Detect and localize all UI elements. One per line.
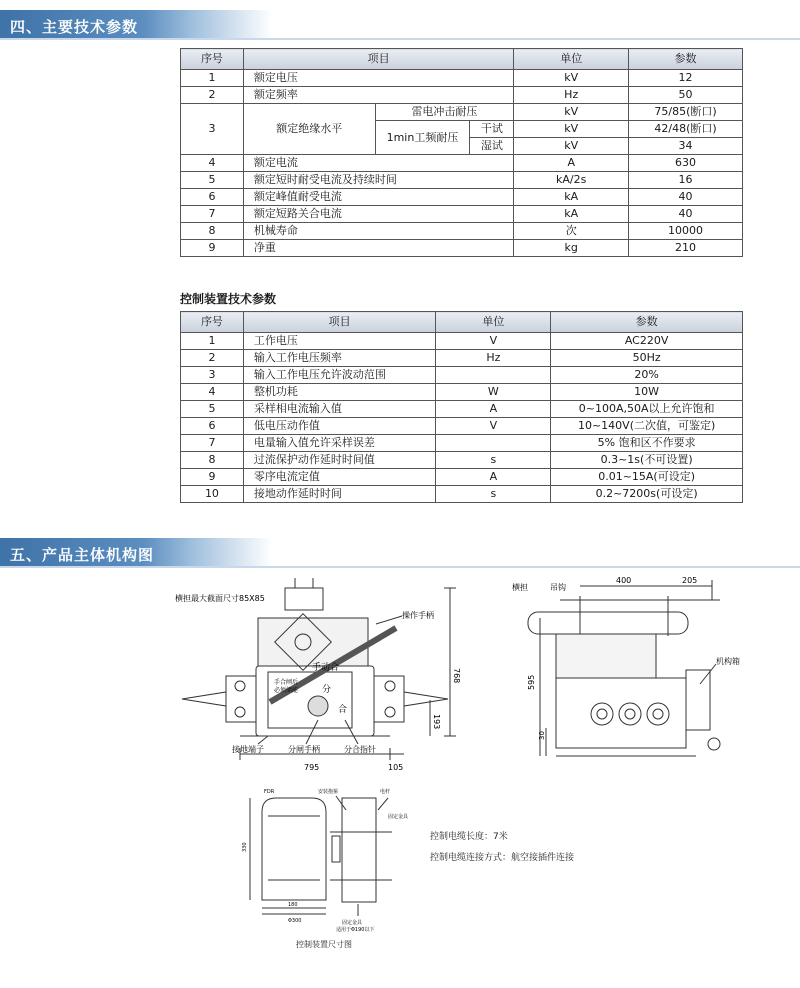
cell-subitem: 干试: [470, 121, 514, 138]
cell-no: 3: [181, 367, 244, 384]
cell-item: 整机功耗: [243, 384, 436, 401]
cell-item: 额定频率: [243, 87, 513, 104]
cell-unit: Hz: [514, 87, 629, 104]
warning-text-1: 手合闸后: [274, 679, 299, 686]
cell-unit: A: [436, 401, 551, 418]
offset-dimension: 105: [388, 763, 404, 772]
cell-value: AC220V: [551, 333, 743, 350]
cell-no: 5: [181, 172, 244, 189]
height-dimension: 768: [452, 668, 461, 684]
cell-value: 10000: [629, 223, 743, 240]
dim-400: 400: [616, 576, 632, 585]
cell-unit: s: [436, 486, 551, 503]
cell-unit: s: [436, 452, 551, 469]
fixing-note: 适用于Φ190以下: [336, 927, 375, 933]
open-mark: 分: [322, 685, 332, 695]
dim-595: 595: [527, 674, 536, 690]
cell-no: 1: [181, 70, 244, 87]
cell-value: 40: [629, 206, 743, 223]
height-330: 330: [242, 842, 248, 852]
dim-205: 205: [682, 576, 698, 585]
cell-value: 10~140V(二次值，可鉴定): [551, 418, 743, 435]
section5-title: 五、产品主体机构图: [10, 546, 155, 564]
cell-no: 8: [181, 223, 244, 240]
fixing-label: 固定金具: [342, 920, 363, 926]
control-table-title: 控制装置技术参数: [180, 292, 277, 306]
cell-value: 0.2~7200s(可设定): [551, 486, 743, 503]
cell-value: 75/85(断口): [629, 104, 743, 121]
cell-no: 9: [181, 240, 244, 257]
cell-value: 20%: [551, 367, 743, 384]
cell-unit: kg: [514, 240, 629, 257]
crossarm-size-label: 横担最大截面尺寸85X85: [175, 594, 265, 603]
cell-unit: kV: [514, 70, 629, 87]
indicator-label: 分合指针: [344, 745, 376, 754]
cell-no: 6: [181, 418, 244, 435]
cell-subitem: 雷电冲击耐压: [375, 104, 514, 121]
cell-item: 电量输入值允许采样误差: [243, 435, 436, 452]
cell-item: 额定短路关合电流: [243, 206, 513, 223]
cell-no: 10: [181, 486, 244, 503]
cell-no: 6: [181, 189, 244, 206]
cell-item: 接地动作延时时间: [243, 486, 436, 503]
header-no: 序号: [181, 312, 244, 333]
cell-value: 16: [629, 172, 743, 189]
cell-value: 50: [629, 87, 743, 104]
cell-value: 630: [629, 155, 743, 172]
cell-item: 工作电压: [243, 333, 436, 350]
cell-value: 34: [629, 138, 743, 155]
cell-subitem: 湿试: [470, 138, 514, 155]
cable-connection-note: 控制电缆连接方式：航空接插件连接: [430, 853, 575, 863]
cell-unit: W: [436, 384, 551, 401]
cell-value: 12: [629, 70, 743, 87]
cell-item: 额定电流: [243, 155, 513, 172]
cell-unit: kV: [514, 121, 629, 138]
open-handle-label: 分闸手柄: [288, 745, 320, 754]
cell-item: 输入工作电压频率: [243, 350, 436, 367]
bracket-label: 固定金具: [388, 814, 409, 820]
cell-unit: V: [436, 333, 551, 350]
cell-unit: Hz: [436, 350, 551, 367]
header-unit: 单位: [514, 49, 629, 70]
cell-no: 4: [181, 155, 244, 172]
cell-value: 5% 饱和区不作要求: [551, 435, 743, 452]
cell-unit: 次: [514, 223, 629, 240]
cell-item: 过流保护动作延时时间值: [243, 452, 436, 469]
cell-value: 0.01~15A(可设定): [551, 469, 743, 486]
handle-label: 操作手柄: [402, 611, 434, 620]
ground-terminal-label: 接地端子: [232, 745, 264, 754]
cell-unit: kA/2s: [514, 172, 629, 189]
cell-unit: kA: [514, 189, 629, 206]
close-mark: 合: [338, 705, 348, 715]
height2-dimension: 193: [432, 714, 441, 730]
cell-item: 额定电压: [243, 70, 513, 87]
cell-no: 2: [181, 350, 244, 367]
width-300: Φ300: [288, 918, 302, 924]
hook-label: 吊钩: [550, 583, 566, 592]
cell-no: 1: [181, 333, 244, 350]
control-device-caption: 控制装置尺寸图: [296, 940, 352, 949]
cell-item: 输入工作电压允许波动范围: [243, 367, 436, 384]
cell-item: 机械寿命: [243, 223, 513, 240]
cell-no: 2: [181, 87, 244, 104]
cell-value: 0.3~1s(不可设置): [551, 452, 743, 469]
cell-value: 40: [629, 189, 743, 206]
cell-value: 10W: [551, 384, 743, 401]
cell-unit: A: [436, 469, 551, 486]
cell-unit: kA: [514, 206, 629, 223]
cable-length-note: 控制电缆长度：7米: [430, 832, 508, 842]
cell-item: 低电压动作值: [243, 418, 436, 435]
manual-close-sign: 手动合: [312, 663, 340, 673]
cell-no: 4: [181, 384, 244, 401]
header-value: 参数: [551, 312, 743, 333]
cell-unit: kV: [514, 138, 629, 155]
cell-value: 0~100A,50A以上允许饱和: [551, 401, 743, 418]
cell-subitem: 1min工频耐压: [375, 121, 470, 155]
header-unit: 单位: [436, 312, 551, 333]
cell-unit: kV: [514, 104, 629, 121]
width-180: 180: [288, 902, 298, 908]
section4-title: 四、主要技术参数: [10, 18, 139, 36]
header-value: 参数: [629, 49, 743, 70]
cell-unit: V: [436, 418, 551, 435]
header-item: 项目: [243, 312, 436, 333]
cell-unit: A: [514, 155, 629, 172]
cell-item: 额定绝缘水平: [243, 104, 375, 155]
cell-no: 5: [181, 401, 244, 418]
cell-item: 额定峰值耐受电流: [243, 189, 513, 206]
cell-no: 8: [181, 452, 244, 469]
mount-label: 安装抱箍: [318, 789, 339, 795]
cell-no: 3: [181, 104, 244, 155]
crossarm-label: 横担: [512, 583, 528, 592]
cell-value: 50Hz: [551, 350, 743, 367]
header-item: 项目: [243, 49, 513, 70]
pole-label: 电杆: [380, 789, 391, 795]
cell-item: 采样相电流输入值: [243, 401, 436, 418]
width-dimension: 795: [304, 763, 320, 772]
mechanism-box-label: 机构箱: [716, 657, 740, 666]
warning-text-2: 必须储能: [274, 687, 299, 694]
dim-30: 30: [538, 731, 546, 740]
cell-value: 42/48(断口): [629, 121, 743, 138]
cell-no: 9: [181, 469, 244, 486]
cell-no: 7: [181, 435, 244, 452]
cell-item: 净重: [243, 240, 513, 257]
fdr-label: FDR: [264, 789, 275, 795]
cell-item: 零序电流定值: [243, 469, 436, 486]
cell-item: 额定短时耐受电流及持续时间: [243, 172, 513, 189]
cell-no: 7: [181, 206, 244, 223]
cell-value: 210: [629, 240, 743, 257]
header-no: 序号: [181, 49, 244, 70]
